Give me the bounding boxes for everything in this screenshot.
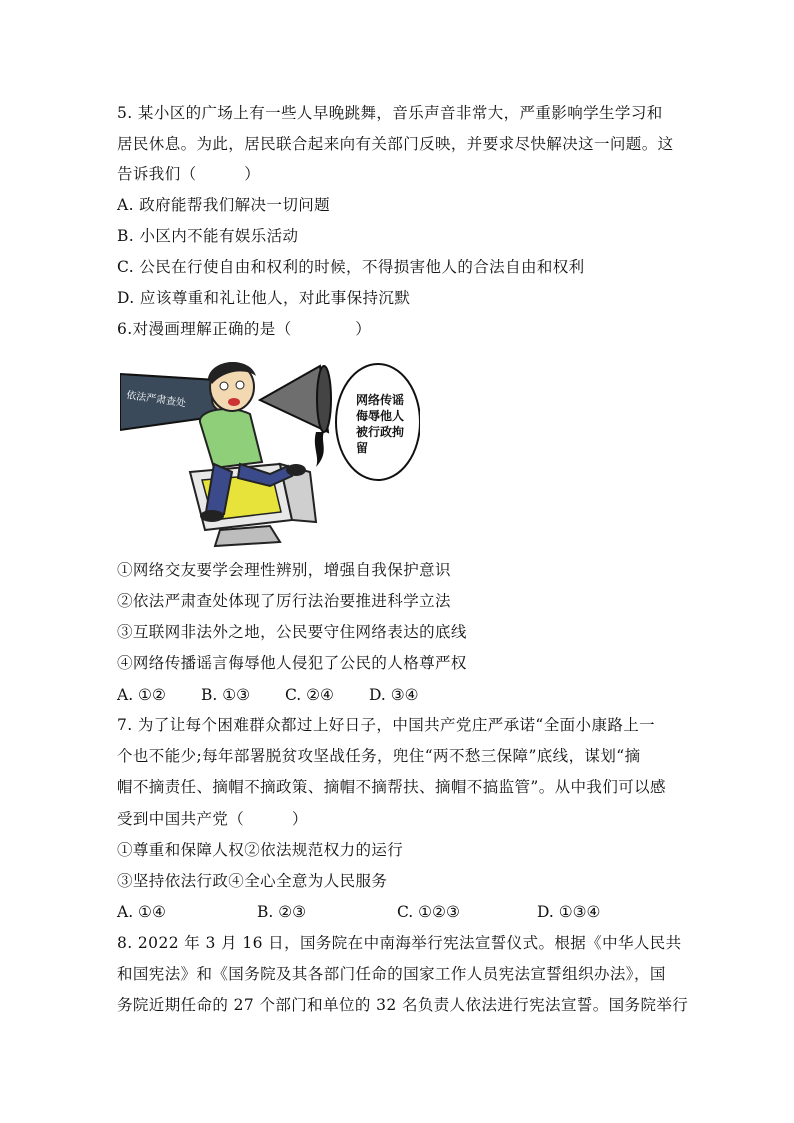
q6-option-d: D. ③④ — [369, 686, 419, 704]
q7-statement-1: ①尊重和保障人权②依法规范权力的运行 — [117, 841, 404, 859]
q6-option-a: A. ①② — [117, 686, 166, 704]
q5-option-d: D. 应该尊重和礼让他人，对此事保持沉默 — [117, 289, 411, 307]
q6-statement-3: ③互联网非法外之地，公民要守住网络表达的底线 — [117, 623, 467, 641]
q7-options — [117, 901, 600, 923]
q7-option-b: B. ②③ — [257, 903, 307, 921]
q7-option-a: A. ①④ — [117, 903, 166, 921]
q6-statement-4: ④网络传播谣言侮辱他人侵犯了公民的人格尊严权 — [117, 654, 467, 672]
q7-stem-line-1: 7. 为了让每个困难群众都过上好日子，中国共产党庄严承诺“全面小康路上一 — [117, 716, 656, 734]
q6-statement-2: ②依法严肃查处体现了厉行法治要推进科学立法 — [117, 592, 451, 610]
q5-option-a: A. 政府能帮我们解决一切问题 — [117, 196, 331, 214]
q6-stem: 6.对漫画理解正确的是（ ） — [117, 320, 372, 338]
bubble-line-1: 网络传谣 — [356, 393, 405, 407]
q7-stem-line-4: 受到中国共产党（ ） — [117, 810, 308, 828]
q8-stem-line-3: 务院近期任命的 27 个部门和单位的 32 名负责人依法进行宪法宣誓。国务院举行 — [117, 996, 689, 1014]
q5-stem-line-1: 5. 某小区的广场上有一些人早晚跳舞，音乐声音非常大，严重影响学生学习和 — [117, 104, 663, 122]
bubble-line-3: 被行政拘 — [356, 425, 405, 439]
cartoon-image — [120, 352, 420, 552]
megaphone — [260, 366, 331, 467]
bubble-line-2: 侮辱他人 — [356, 409, 405, 423]
bubble-line-4: 留 — [356, 441, 369, 455]
q8-stem-line-1: 8. 2022 年 3 月 16 日，国务院在中南海举行宪法宣誓仪式。根据《中华人民共 — [117, 934, 682, 952]
speech-bubble — [336, 364, 420, 480]
q6-option-c: C. ②④ — [285, 686, 334, 704]
q6-options — [117, 684, 419, 706]
q5-option-b: B. 小区内不能有娱乐活动 — [117, 227, 299, 245]
q7-option-d: D. ①③④ — [537, 903, 601, 921]
q7-option-c: C. ①②③ — [397, 903, 460, 921]
sleeve-label: 依法严肃查处 — [125, 390, 187, 410]
q7-stem-line-2: 个也不能少;每年部署脱贫攻坚战任务，兜住“两不愁三保障”底线，谋划“摘 — [117, 747, 641, 765]
q5-stem-line-3: 告诉我们（ ） — [117, 165, 261, 183]
q7-statement-2: ③坚持依法行政④全心全意为人民服务 — [117, 872, 388, 890]
q5-stem-line-2: 居民休息。为此，居民联合起来向有关部门反映，并要求尽快解决这一问题。这 — [117, 135, 674, 153]
q8-stem-line-2: 和国宪法》和《国务院及其各部门任命的国家工作人员宪法宣誓组织办法》，国 — [117, 965, 666, 983]
q7-stem-line-3: 帽不摘责任、摘帽不摘政策、摘帽不摘帮扶、摘帽不搞监管”。从中我们可以感 — [117, 778, 666, 796]
q6-statement-1: ①网络交友要学会理性辨别，增强自我保护意识 — [117, 561, 451, 579]
q6-option-b: B. ①③ — [201, 686, 251, 704]
q5-option-c: C. 公民在行使自由和权利的时候，不得损害他人的合法自由和权利 — [117, 258, 585, 276]
